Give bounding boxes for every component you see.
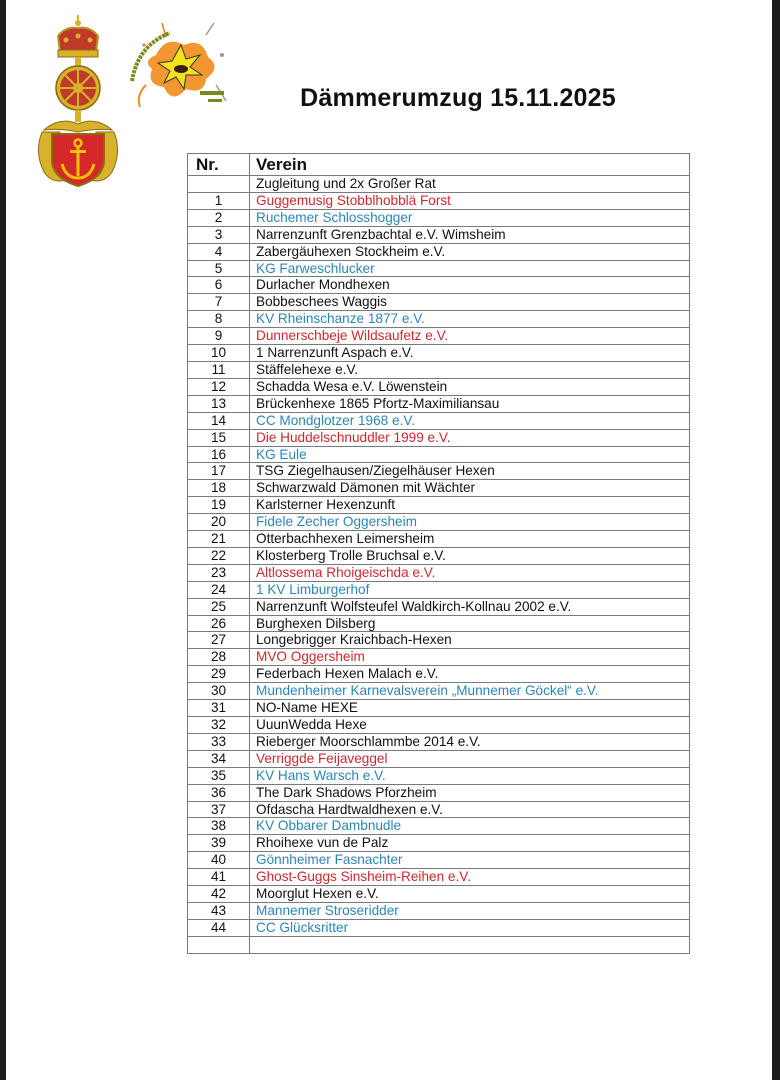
table-row bbox=[188, 852, 690, 869]
table-row bbox=[188, 886, 690, 903]
table-row bbox=[188, 378, 690, 395]
table-row bbox=[188, 784, 690, 801]
row-number: 27 bbox=[188, 632, 250, 649]
club-name: Klosterberg Trolle Bruchsal e.V. bbox=[250, 547, 690, 564]
table-row bbox=[188, 176, 690, 193]
row-number: 14 bbox=[188, 412, 250, 429]
table-row bbox=[188, 547, 690, 564]
club-name: 1 KV Limburgerhof bbox=[250, 581, 690, 598]
table-row bbox=[188, 514, 690, 531]
table-row bbox=[188, 412, 690, 429]
row-number: 2 bbox=[188, 209, 250, 226]
row-number: 22 bbox=[188, 547, 250, 564]
burst-logo bbox=[126, 15, 236, 120]
club-name: KV Hans Warsch e.V. bbox=[250, 767, 690, 784]
club-name: Moorglut Hexen e.V. bbox=[250, 886, 690, 903]
row-number: 5 bbox=[188, 260, 250, 277]
table-row bbox=[188, 531, 690, 548]
club-name: MVO Oggersheim bbox=[250, 649, 690, 666]
club-name: Ofdascha Hardtwaldhexen e.V. bbox=[250, 801, 690, 818]
row-number: 31 bbox=[188, 700, 250, 717]
row-number: 28 bbox=[188, 649, 250, 666]
table-row bbox=[188, 480, 690, 497]
row-number: 39 bbox=[188, 835, 250, 852]
row-number: 12 bbox=[188, 378, 250, 395]
table-header-row bbox=[188, 154, 690, 176]
club-name: KG Eule bbox=[250, 446, 690, 463]
table-row bbox=[188, 581, 690, 598]
table-body bbox=[188, 176, 690, 954]
club-name: Dunnerschbeje Wildsaufetz e.V. bbox=[250, 328, 690, 345]
club-name: 1 Narrenzunft Aspach e.V. bbox=[250, 345, 690, 362]
row-number: 25 bbox=[188, 598, 250, 615]
club-name: KG Farweschlucker bbox=[250, 260, 690, 277]
table-row bbox=[188, 209, 690, 226]
row-number bbox=[188, 176, 250, 193]
table-row bbox=[188, 919, 690, 936]
row-number: 3 bbox=[188, 226, 250, 243]
club-name: Mannemer Stroseridder bbox=[250, 902, 690, 919]
table-row bbox=[188, 683, 690, 700]
row-number: 23 bbox=[188, 564, 250, 581]
table-row bbox=[188, 902, 690, 919]
table-row bbox=[188, 700, 690, 717]
row-number: 9 bbox=[188, 328, 250, 345]
row-number: 1 bbox=[188, 192, 250, 209]
table-row bbox=[188, 345, 690, 362]
club-name: Brückenhexe 1865 Pfortz-Maximiliansau bbox=[250, 395, 690, 412]
row-number: 26 bbox=[188, 615, 250, 632]
table-row bbox=[188, 277, 690, 294]
table-row bbox=[188, 818, 690, 835]
club-name: Fidele Zecher Oggersheim bbox=[250, 514, 690, 531]
club-name: Stäffelehexe e.V. bbox=[250, 361, 690, 378]
table-row bbox=[188, 649, 690, 666]
row-number: 32 bbox=[188, 717, 250, 734]
club-name: Karlsterner Hexenzunft bbox=[250, 497, 690, 514]
row-number: 33 bbox=[188, 733, 250, 750]
club-name: Zugleitung und 2x Großer Rat bbox=[250, 176, 690, 193]
row-number: 21 bbox=[188, 531, 250, 548]
club-name: Schadda Wesa e.V. Löwenstein bbox=[250, 378, 690, 395]
club-name: Rieberger Moorschlammbe 2014 e.V. bbox=[250, 733, 690, 750]
document-page bbox=[6, 0, 772, 1080]
row-number bbox=[188, 936, 250, 953]
row-number: 36 bbox=[188, 784, 250, 801]
club-name: Durlacher Mondhexen bbox=[250, 277, 690, 294]
row-number: 38 bbox=[188, 818, 250, 835]
table-row bbox=[188, 294, 690, 311]
club-name: CC Mondglotzer 1968 e.V. bbox=[250, 412, 690, 429]
club-name: KV Rheinschanze 1877 e.V. bbox=[250, 311, 690, 328]
club-name bbox=[250, 936, 690, 953]
club-name: Guggemusig Stobblhobblä Forst bbox=[250, 192, 690, 209]
row-number: 16 bbox=[188, 446, 250, 463]
row-number: 10 bbox=[188, 345, 250, 362]
table-row bbox=[188, 717, 690, 734]
row-number: 7 bbox=[188, 294, 250, 311]
club-name: KV Obbarer Dambnudle bbox=[250, 818, 690, 835]
club-name: Altlossema Rhoigeischda e.V. bbox=[250, 564, 690, 581]
table-row bbox=[188, 564, 690, 581]
row-number: 29 bbox=[188, 666, 250, 683]
club-name: Longebrigger Kraichbach-Hexen bbox=[250, 632, 690, 649]
club-name: Federbach Hexen Malach e.V. bbox=[250, 666, 690, 683]
club-name: Burghexen Dilsberg bbox=[250, 615, 690, 632]
table-row bbox=[188, 632, 690, 649]
table-row bbox=[188, 192, 690, 209]
club-name: The Dark Shadows Pforzheim bbox=[250, 784, 690, 801]
club-name: Die Huddelschnuddler 1999 e.V. bbox=[250, 429, 690, 446]
row-number: 13 bbox=[188, 395, 250, 412]
club-name: Zabergäuhexen Stockheim e.V. bbox=[250, 243, 690, 260]
table-row bbox=[188, 243, 690, 260]
row-number: 15 bbox=[188, 429, 250, 446]
club-name: Verriggde Feijaveggel bbox=[250, 750, 690, 767]
table-row bbox=[188, 615, 690, 632]
crest-logo bbox=[30, 12, 126, 188]
table-row bbox=[188, 395, 690, 412]
table-row bbox=[188, 767, 690, 784]
row-number: 40 bbox=[188, 852, 250, 869]
page-title: Dämmerumzug 15.11.2025 bbox=[300, 84, 616, 112]
parade-order-table bbox=[187, 153, 690, 954]
row-number: 18 bbox=[188, 480, 250, 497]
club-name: UuunWedda Hexe bbox=[250, 717, 690, 734]
row-number: 20 bbox=[188, 514, 250, 531]
club-name: Ruchemer Schlosshogger bbox=[250, 209, 690, 226]
row-number: 17 bbox=[188, 463, 250, 480]
table-row bbox=[188, 733, 690, 750]
club-name: TSG Ziegelhausen/Ziegelhäuser Hexen bbox=[250, 463, 690, 480]
club-name: Mundenheimer Karnevalsverein „Munnemer Göckel“ e.V. bbox=[250, 683, 690, 700]
table-row bbox=[188, 750, 690, 767]
wheel-icon bbox=[56, 66, 100, 110]
table-row bbox=[188, 463, 690, 480]
table-row bbox=[188, 936, 690, 953]
club-name: Narrenzunft Wolfsteufel Waldkirch-Kollnau 2002 e.V. bbox=[250, 598, 690, 615]
table-row bbox=[188, 328, 690, 345]
club-name: NO-Name HEXE bbox=[250, 700, 690, 717]
column-header-nr: Nr. bbox=[188, 154, 250, 176]
table-row bbox=[188, 361, 690, 378]
row-number: 24 bbox=[188, 581, 250, 598]
row-number: 42 bbox=[188, 886, 250, 903]
club-name: CC Glücksritter bbox=[250, 919, 690, 936]
table-row bbox=[188, 311, 690, 328]
table-row bbox=[188, 869, 690, 886]
row-number: 34 bbox=[188, 750, 250, 767]
table-row bbox=[188, 801, 690, 818]
row-number: 43 bbox=[188, 902, 250, 919]
row-number: 44 bbox=[188, 919, 250, 936]
row-number: 8 bbox=[188, 311, 250, 328]
row-number: 37 bbox=[188, 801, 250, 818]
table-row bbox=[188, 446, 690, 463]
row-number: 6 bbox=[188, 277, 250, 294]
crown-icon bbox=[58, 15, 98, 57]
column-header-verein: Verein bbox=[250, 154, 690, 176]
club-name: Rhoihexe vun de Palz bbox=[250, 835, 690, 852]
row-number: 41 bbox=[188, 869, 250, 886]
table-row bbox=[188, 226, 690, 243]
row-number: 11 bbox=[188, 361, 250, 378]
row-number: 19 bbox=[188, 497, 250, 514]
table-row bbox=[188, 497, 690, 514]
table-row bbox=[188, 260, 690, 277]
club-name: Narrenzunft Grenzbachtal e.V. Wimsheim bbox=[250, 226, 690, 243]
row-number: 35 bbox=[188, 767, 250, 784]
club-name: Schwarzwald Dämonen mit Wächter bbox=[250, 480, 690, 497]
club-name: Ghost-Guggs Sinsheim-Reihen e.V. bbox=[250, 869, 690, 886]
row-number: 4 bbox=[188, 243, 250, 260]
club-name: Otterbachhexen Leimersheim bbox=[250, 531, 690, 548]
row-number: 30 bbox=[188, 683, 250, 700]
table-row bbox=[188, 666, 690, 683]
table-row bbox=[188, 835, 690, 852]
table-row bbox=[188, 429, 690, 446]
table-row bbox=[188, 598, 690, 615]
club-name: Gönnheimer Fasnachter bbox=[250, 852, 690, 869]
club-name: Bobbeschees Waggis bbox=[250, 294, 690, 311]
